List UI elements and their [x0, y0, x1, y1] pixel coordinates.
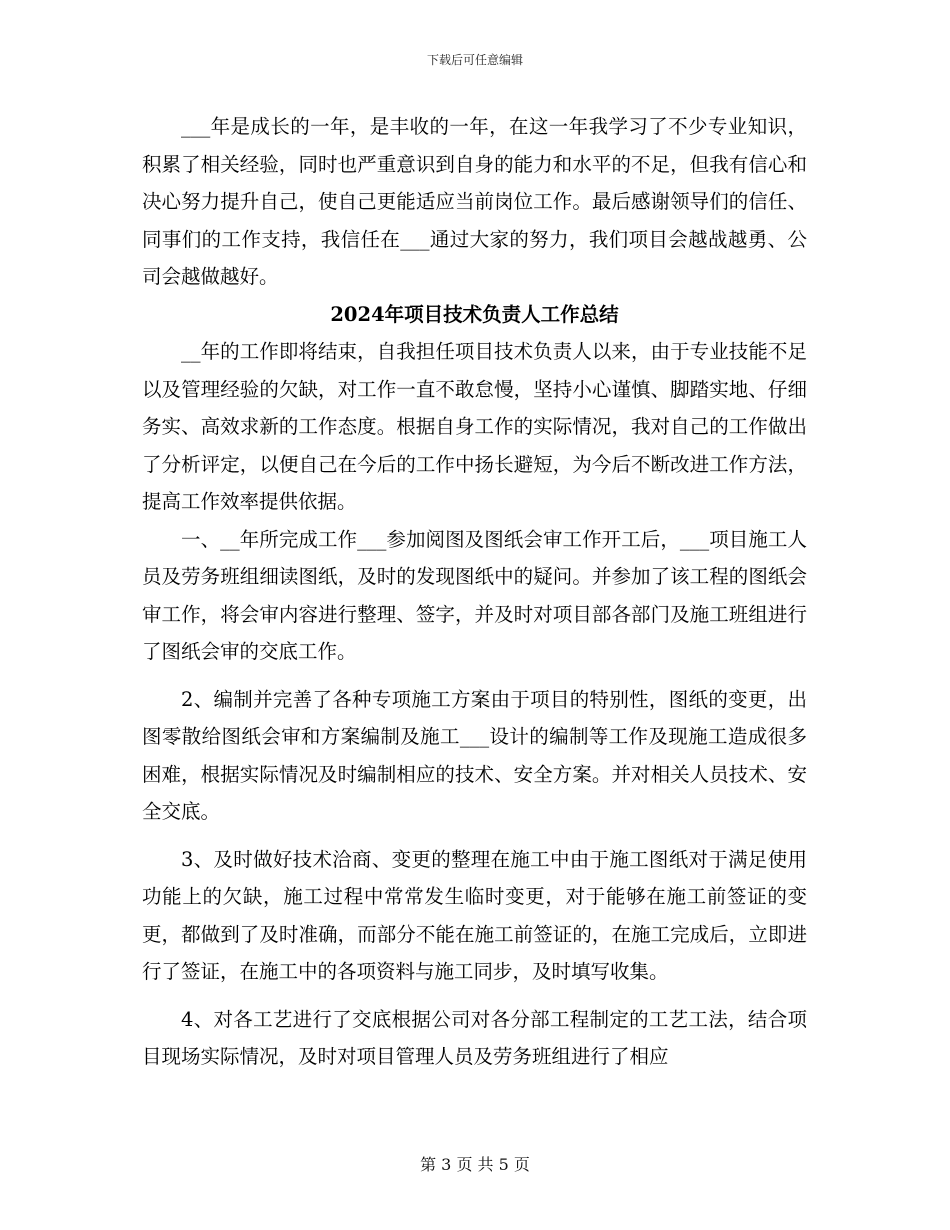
- paragraph-item-1: 一、__年所完成工作___参加阅图及图纸会审工作开工后，___项目施工人员及劳务班组细读图纸，及时的发现图纸中的疑问。并参加了该工程的图纸会审工作，将会审内容进行整理、签字，并及时对项目部各部门及施工班组进行了图纸会审的交底工作。: [142, 527, 807, 663]
- paragraph-item-4: 4、对各工艺进行了交底根据公司对各分部工程制定的工艺工法，结合项目现场实际情况，及时对项目管理人员及劳务班组进行了相应: [142, 1007, 807, 1068]
- page-footer: 第 3 页 共 5 页: [420, 1155, 530, 1174]
- section-title: 2024年项目技术负责人工作总结: [330, 302, 619, 326]
- paragraph-intro: __年的工作即将结束，自我担任项目技术负责人以来，由于专业技能不足以及管理经验的欠缺，对工作一直不敢怠慢，坚持小心谨慎、脚踏实地、仔细务实、高效求新的工作态度。根据自身工作的实际情况，我对自己的工作做出了分析评定，以便自己在今后的工作中扬长避短，为今后不断改进工作方法，提高工作效率提供依据。: [142, 340, 807, 513]
- paragraph-item-3: 3、及时做好技术洽商、变更的整理在施工中由于施工图纸对于满足使用功能上的欠缺，施工过程中常常发生临时变更，对于能够在施工前签证的变更，都做到了及时准确，而部分不能在施工前签证的，在施工完成后，立即进行了签证，在施工中的各项资料与施工同步，及时填写收集。: [142, 847, 807, 983]
- paragraph-closing: ___年是成长的一年，是丰收的一年，在这一年我学习了不少专业知识，积累了相关经验，同时也严重意识到自身的能力和水平的不足，但我有信心和决心努力提升自己，使自己更能适应当前岗位工作。最后感谢领导们的信任、同事们的工作支持，我信任在___通过大家的努力，我们项目会越战越勇、公司会越做越好。: [142, 115, 807, 288]
- paragraph-item-2: 2、编制并完善了各种专项施工方案由于项目的特别性，图纸的变更，出图零散给图纸会审和方案编制及施工___设计的编制等工作及现施工造成很多困难，根据实际情况及时编制相应的技术、安全方案。并对相关人员技术、安全交底。: [142, 687, 807, 823]
- document-body: [142, 108, 807, 1076]
- page-header: 下载后可任意编辑: [426, 53, 523, 67]
